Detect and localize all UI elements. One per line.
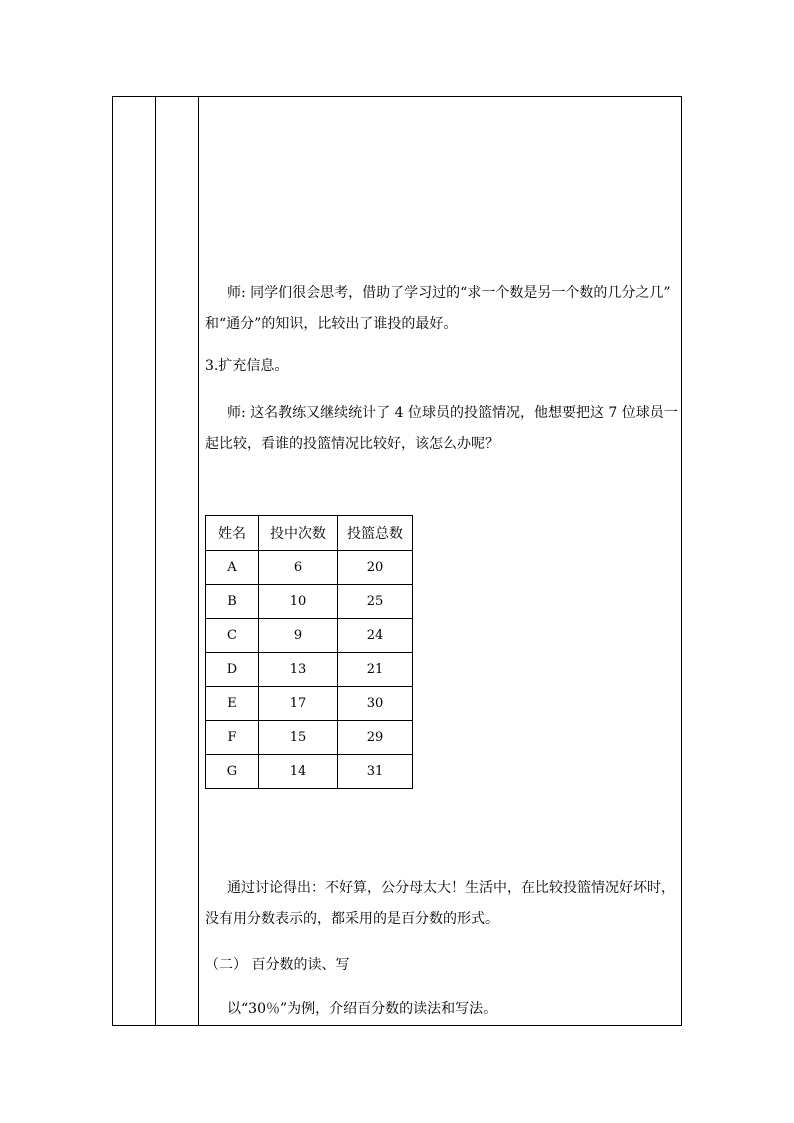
cell-attempts: 20 (338, 551, 413, 585)
cell-name: E (206, 687, 259, 721)
cell-name: F (206, 721, 259, 755)
header-attempts: 投篮总数 (338, 516, 413, 551)
teacher-remark-line-2: 和“通分”的知识，比较出了谁投的最好。 (205, 316, 458, 332)
discussion-line-2: 没有用分数表示的，都采用的是百分数的形式。 (205, 911, 499, 927)
section-heading-expand-info: 3.扩充信息。 (205, 358, 289, 374)
cell-name: D (206, 653, 259, 687)
cell-attempts: 21 (338, 653, 413, 687)
table-row (206, 551, 413, 585)
cell-name: G (206, 755, 259, 789)
table-row (206, 721, 413, 755)
column-divider-1 (155, 97, 156, 1025)
teacher-remark-line-1: 师: 同学们很会思考，借助了学习过的“求一个数是另一个数的几分之几” (227, 285, 671, 301)
cell-attempts: 31 (338, 755, 413, 789)
header-name: 姓名 (206, 516, 259, 551)
table-row (206, 687, 413, 721)
table-row (206, 653, 413, 687)
header-hits: 投中次数 (259, 516, 338, 551)
shooting-stats-table (205, 515, 413, 789)
section-heading-percent: （二） 百分数的读、写 (205, 957, 350, 973)
cell-attempts: 24 (338, 619, 413, 653)
cell-attempts: 25 (338, 585, 413, 619)
lesson-table-frame (112, 96, 682, 1026)
table-header-row (206, 516, 413, 551)
cell-name: B (206, 585, 259, 619)
table-row (206, 619, 413, 653)
percent-intro-line: 以“30％”为例，介绍百分数的读法和写法。 (227, 1001, 498, 1017)
cell-name: C (206, 619, 259, 653)
table-row (206, 755, 413, 789)
lesson-content-cell (199, 97, 681, 1025)
cell-hits: 9 (259, 619, 338, 653)
cell-name: A (206, 551, 259, 585)
teacher-question-line-2: 起比较，看谁的投篮情况比较好，该怎么办呢？ (205, 436, 499, 452)
table-row (206, 585, 413, 619)
cell-attempts: 29 (338, 721, 413, 755)
cell-hits: 14 (259, 755, 338, 789)
cell-hits: 6 (259, 551, 338, 585)
cell-hits: 17 (259, 687, 338, 721)
teacher-question-line-1: 师: 这名教练又继续统计了 4 位球员的投篮情况，他想要把这 7 位球员一 (227, 405, 678, 421)
cell-attempts: 30 (338, 687, 413, 721)
cell-hits: 10 (259, 585, 338, 619)
discussion-line-1: 通过讨论得出：不好算，公分母太大！生活中，在比较投篮情况好坏时， (227, 880, 675, 896)
cell-hits: 13 (259, 653, 338, 687)
cell-hits: 15 (259, 721, 338, 755)
